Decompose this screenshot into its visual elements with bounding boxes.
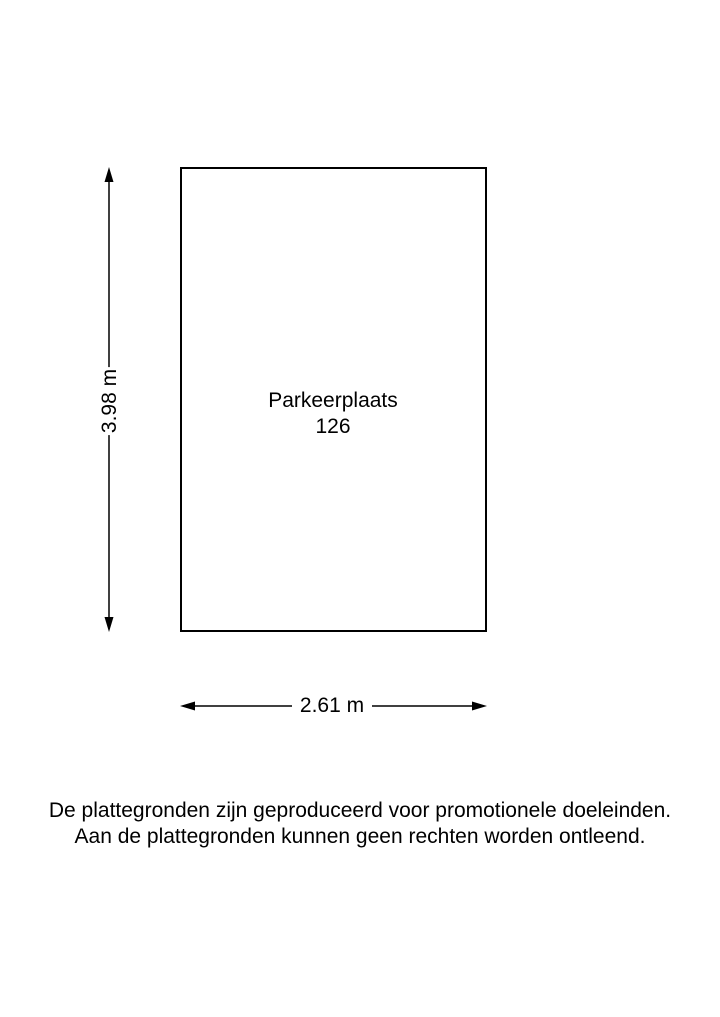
disclaimer-line-1: De plattegronden zijn geproduceerd voor promotionele doeleinden. <box>48 799 672 822</box>
arrow-left-icon <box>180 702 195 711</box>
room-number-label: 126 <box>315 415 351 438</box>
height-dimension <box>96 368 124 434</box>
arrow-right-icon <box>472 702 487 711</box>
room-name-label: Parkeerplaats <box>268 389 398 412</box>
disclaimer-line-2: Aan de plattegronden kunnen geen rechten worden ontleend. <box>74 825 646 848</box>
height-dimension-label: 3.98 m <box>98 368 121 434</box>
width-dimension-label: 2.61 m <box>292 693 372 719</box>
arrow-down-icon <box>105 617 114 632</box>
arrow-up-icon <box>105 167 114 182</box>
